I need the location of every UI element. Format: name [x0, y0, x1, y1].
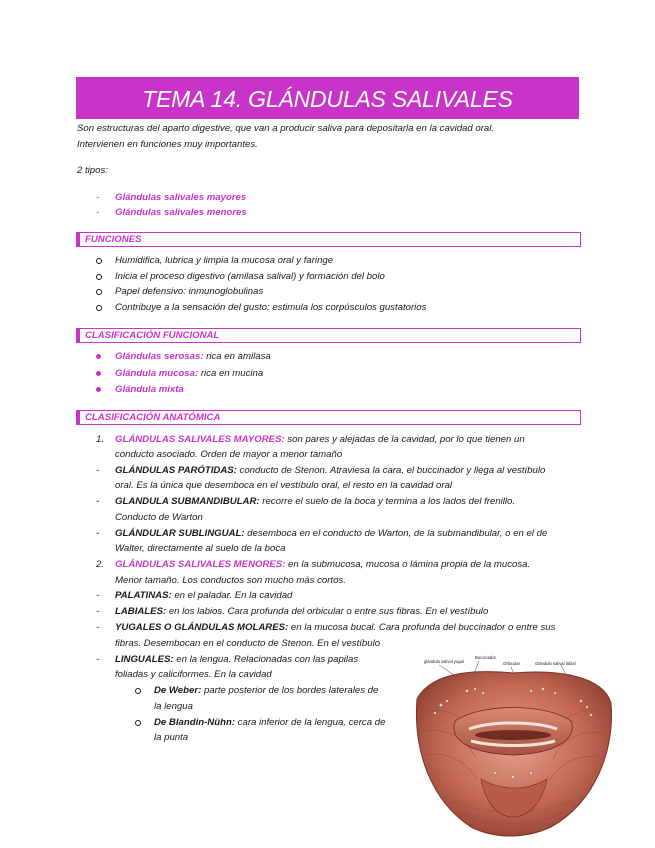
term: LINGUALES: — [115, 654, 174, 665]
circle-bullet-icon — [96, 305, 102, 311]
description-continued: Menor tamaño. Los conductos son mucho más cortos. — [115, 575, 346, 586]
description: rica en mucina — [198, 368, 264, 379]
circle-bullet-icon — [135, 720, 141, 726]
term: De Blandin-Nühn: — [154, 717, 236, 728]
dash-marker: - — [96, 496, 100, 507]
dot-bullet-icon — [96, 371, 101, 376]
description: en la submucosa, mucosa o lámina propia de la mucosa. — [285, 559, 531, 570]
tipos-label: 2 tipos: — [77, 165, 108, 176]
description: en los labios. Cara profunda del orbicular o entre sus fibras. En el vestíbulo — [166, 606, 489, 617]
circle-bullet-icon — [135, 688, 141, 694]
term: Glándulas serosas: — [115, 351, 204, 362]
dash-marker: - — [96, 192, 100, 203]
term: LABIALES: — [115, 606, 167, 617]
page-title: TEMA 14. GLÁNDULAS SALIVALES — [76, 77, 579, 119]
description-continued: Walter, directamente al suelo de la boca — [115, 543, 286, 554]
dash-marker: - — [96, 654, 100, 665]
intro-line-2: Intervienen en funciones muy importantes. — [77, 139, 258, 150]
description: parte posterior de los bordes laterales de — [201, 685, 379, 696]
term: GLÁNDULAS SALIVALES MENORES: — [115, 559, 286, 570]
mouth-anatomy-image — [411, 651, 615, 841]
circle-bullet-icon — [96, 258, 102, 264]
description: recorre el suelo de la boca y termina a los lados del frenillo. — [259, 496, 516, 507]
description: en la mucosa bucal. Cara profunda del buccinador o entre sus — [288, 622, 556, 633]
term: YUGALES O GLÁNDULAS MOLARES: — [115, 622, 289, 633]
mouth-anatomy-illustration — [411, 651, 615, 841]
intro-line-1: Son estructuras del aparto digestive, que van a producir saliva para depositarla en la cavidad oral. — [77, 123, 495, 134]
figure-label: Buccinador — [475, 655, 496, 660]
circle-bullet-icon — [96, 289, 102, 295]
section-heading-clasificacion-anatomica: CLASIFICACIÓN ANATÓMICA — [76, 410, 581, 425]
circle-bullet-icon — [96, 274, 102, 280]
function-text: Humidifica, lubrica y limpia la mucosa oral y faringe — [115, 255, 334, 266]
dash-marker: - — [96, 465, 100, 476]
term: Glándula mucosa: — [115, 368, 199, 379]
term: De Weber: — [154, 685, 202, 696]
function-text: Papel defensivo: inmunoglobulinas — [115, 286, 264, 297]
description: cara inferior de la lengua, cerca de — [235, 717, 386, 728]
term: Glándula mixta — [115, 384, 184, 395]
type-mayores: Glándulas salivales mayores — [115, 192, 247, 203]
description: rica en amilasa — [203, 351, 271, 362]
description-continued: la punta — [154, 732, 189, 743]
description: en el paladar. En la cavidad — [171, 590, 293, 601]
section-heading-funciones: FUNCIONES — [76, 232, 581, 247]
description: conducto de Stenon. Atraviesa la cara, el buccinador y llega al vestíbulo — [236, 465, 546, 476]
description-continued: Conducto de Warton — [115, 512, 203, 523]
dot-bullet-icon — [96, 387, 101, 392]
description: son pares y alejadas de la cavidad, por lo que tienen un — [284, 434, 525, 445]
function-text: Inicia el proceso digestivo (amilasa salival) y formación del bolo — [115, 271, 385, 282]
figure-label: Glándula salival labial — [535, 661, 576, 666]
term: GLANDULA SUBMANDIBULAR: — [115, 496, 260, 507]
dash-marker: - — [96, 590, 100, 601]
description: en la lengua. Relacionadas con las papilas — [173, 654, 359, 665]
description-continued: conducto asociado. Orden de mayor a menor tamaño — [115, 449, 343, 460]
number-marker: 2. — [96, 559, 105, 570]
description-continued: oral. Es la única que desemboca en el vestíbulo oral, el resto en la cavidad oral — [115, 480, 453, 491]
description-continued: foliadas y caliciformes. En la cavidad — [115, 669, 272, 680]
dash-marker: - — [96, 528, 100, 539]
figure-label: glándula salival yugal — [424, 659, 464, 664]
figure-label: Orbicular — [503, 661, 520, 666]
term: GLÁNDULAS PARÓTIDAS: — [115, 465, 237, 476]
description-continued: fibras. Desembocan en el conducto de Stenon. En el vestíbulo — [115, 638, 381, 649]
dash-marker: - — [96, 606, 100, 617]
section-heading-clasificacion-funcional: CLASIFICACIÓN FUNCIONAL — [76, 328, 581, 343]
dash-marker: - — [96, 207, 100, 218]
description-continued: la lengua — [154, 701, 193, 712]
term: GLÁNDULAS SALIVALES MAYORES: — [115, 434, 285, 445]
function-text: Contribuye a la sensación del gusto: estimula los corpúsculos gustatorios — [115, 302, 427, 313]
type-menores: Glándulas salivales menores — [115, 207, 247, 218]
term: PALATINAS: — [115, 590, 172, 601]
description: desemboca en el conducto de Warton, de la submandibular, o en el de — [244, 528, 548, 539]
number-marker: 1. — [96, 434, 105, 445]
dot-bullet-icon — [96, 354, 101, 359]
dash-marker: - — [96, 622, 100, 633]
term: GLÁNDULAR SUBLINGUAL: — [115, 528, 245, 539]
